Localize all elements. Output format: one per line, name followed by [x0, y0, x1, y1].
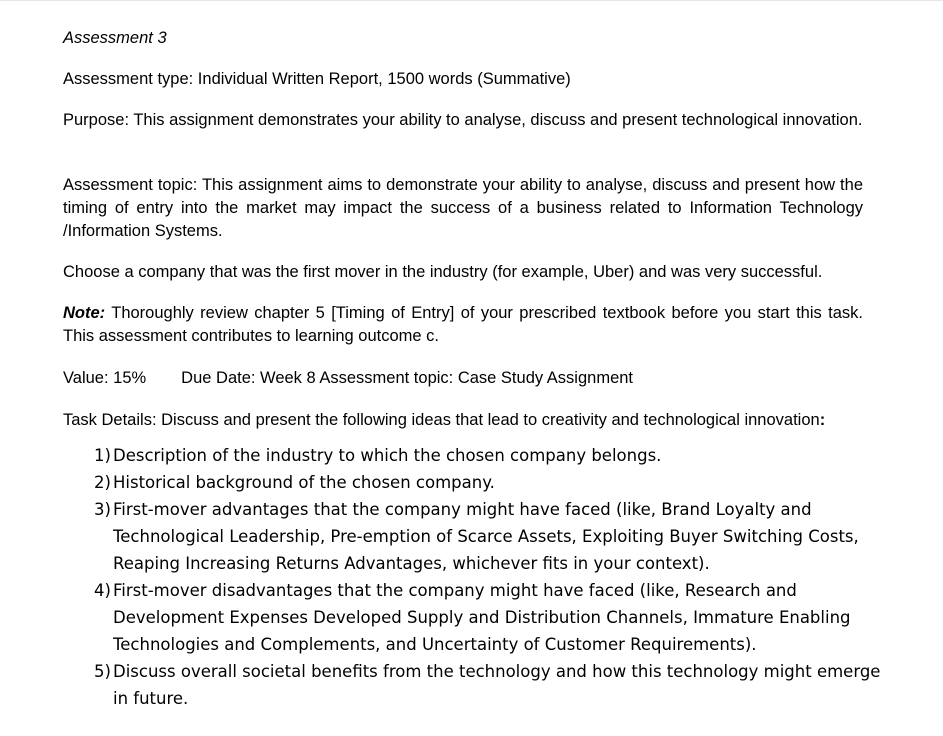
value-line	[63, 367, 633, 390]
task-details-heading	[63, 409, 825, 432]
due-date-text: Due Date: Week 8 Assessment topic: Case Study Assignment	[181, 369, 634, 387]
assessment-type: Assessment type: Individual Written Report, 1500 words (Summative)	[63, 70, 571, 88]
list-item-number: 5)	[94, 662, 111, 681]
value-text: Value: 15%	[63, 369, 147, 387]
list-item	[94, 469, 884, 496]
list-item-text: Description of the industry to which the chosen company belongs.	[113, 446, 662, 465]
list-item-text: Discuss overall societal benefits from the technology and how this technology might emerge in future.	[113, 662, 881, 708]
list-item-text: Historical background of the chosen company.	[113, 473, 495, 492]
purpose-paragraph: Purpose: This assignment demonstrates your ability to analyse, discuss and present technological innovation.	[63, 111, 863, 129]
task-list	[94, 442, 884, 712]
list-item	[94, 442, 884, 469]
list-item	[94, 658, 884, 712]
note-text: Thoroughly review chapter 5 [Timing of Entry] of your prescribed textbook before you start this task. This assessment contributes to learning outcome c.	[63, 304, 863, 345]
topic-paragraph: Assessment topic: This assignment aims to demonstrate your ability to analyse, discuss and present how the timing of entry into the market may impact the success of a business related to Information Technology /Information Systems.	[63, 176, 863, 240]
list-item-number: 2)	[94, 473, 111, 492]
list-item-number: 4)	[94, 581, 111, 600]
list-item-number: 3)	[94, 500, 111, 519]
task-details-colon: :	[819, 411, 826, 429]
list-item	[94, 496, 884, 577]
assessment-title: Assessment 3	[63, 29, 167, 47]
list-item-text: First-mover disadvantages that the company might have faced (like, Research and Development Expenses Developed Supply and Distribution Channels, Immature Enabling Technologies and Complements, and Uncertainty of Customer Requirements).	[113, 581, 851, 654]
list-item-text: First-mover advantages that the company might have faced (like, Brand Loyalty and Technological Leadership, Pre-emption of Scarce Assets, Exploiting Buyer Switching Costs, Reaping Increasing Returns Advantages, whichever fits in your context).	[113, 500, 859, 573]
choose-company-paragraph: Choose a company that was the first mover in the industry (for example, Uber) and was very successful.	[63, 263, 823, 281]
task-details-text: Task Details: Discuss and present the following ideas that lead to creativity and technological innovation	[63, 411, 820, 429]
note-label: Note:	[63, 304, 106, 322]
list-item-number: 1)	[94, 446, 111, 465]
list-item	[94, 577, 884, 658]
note-paragraph	[63, 302, 863, 348]
